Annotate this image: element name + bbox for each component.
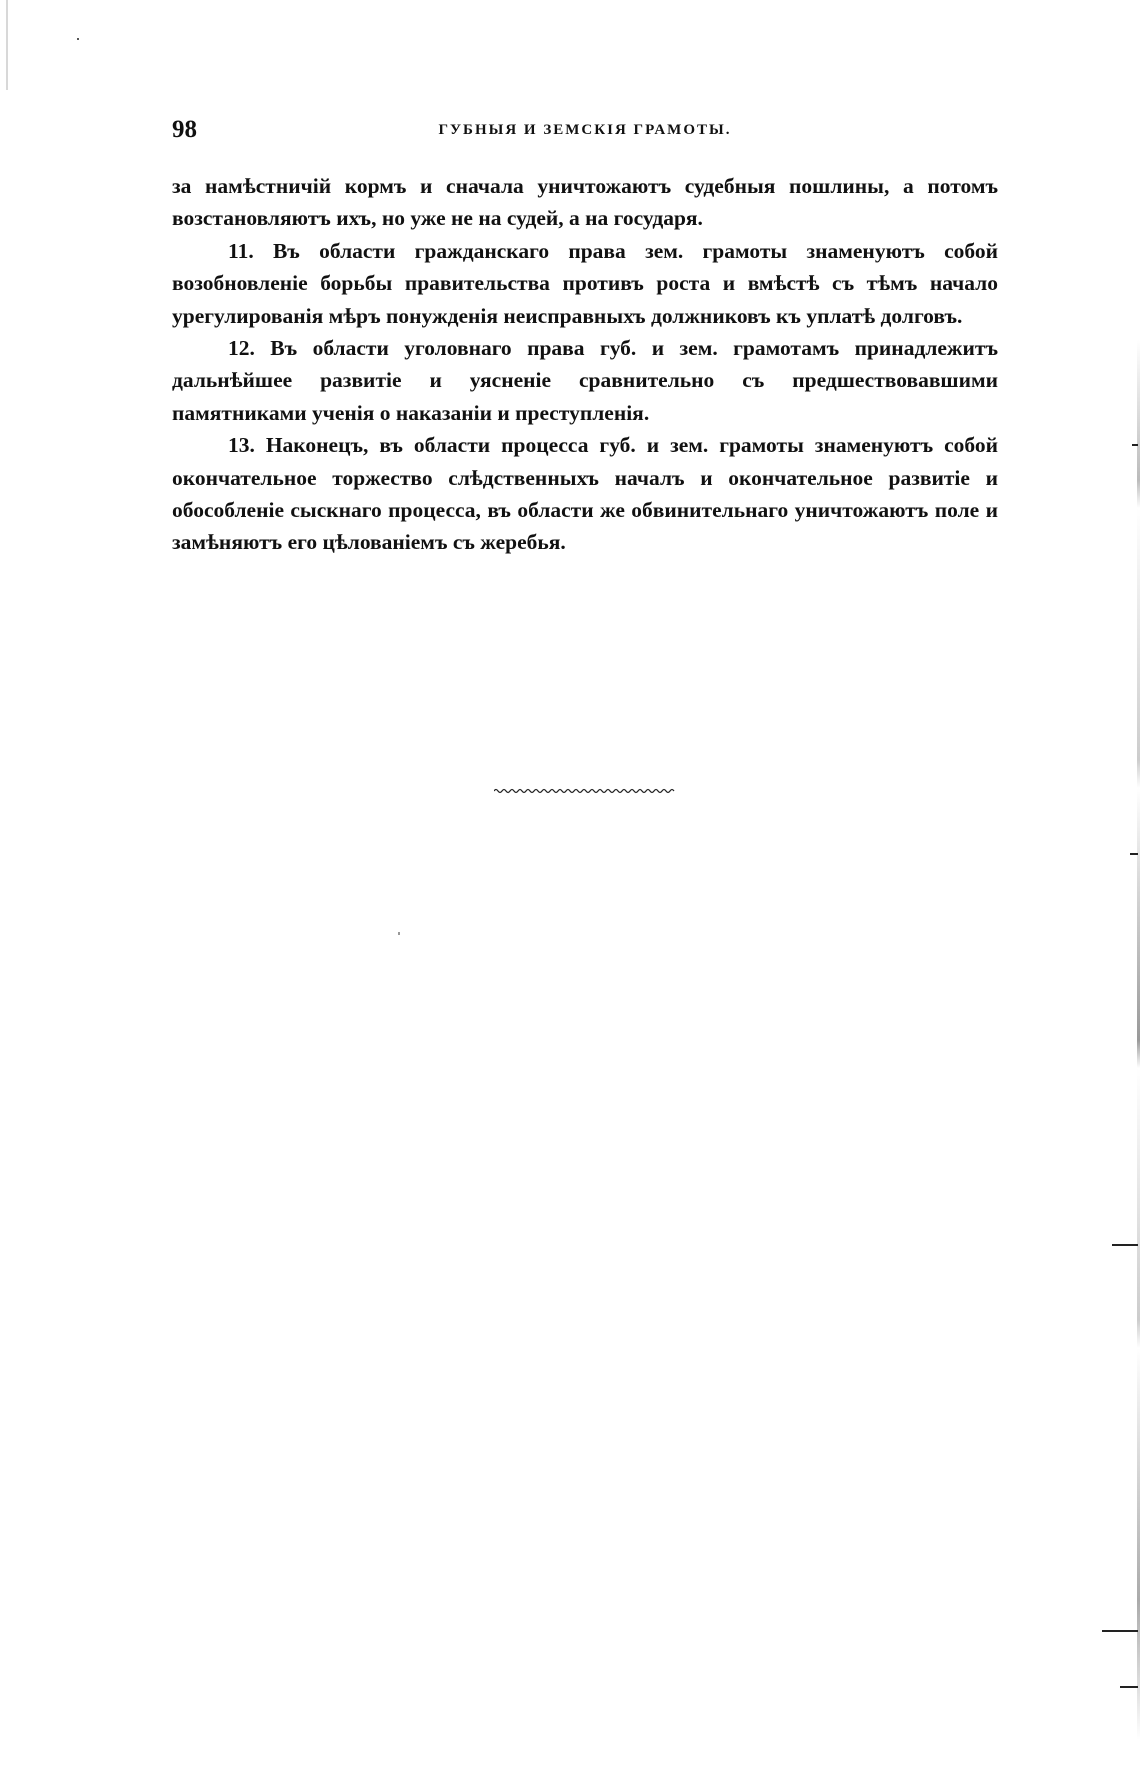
scan-mark — [1102, 1630, 1138, 1632]
paragraph-11: 11. Въ области гражданскаго права зем. грамоты знаменуютъ собой возобновленіе борьбы правительства противъ роста и вмѣстѣ съ тѣмъ начало урегулированія мѣръ понужденія неисправныхъ должниковъ къ уплатѣ долговъ. — [172, 238, 998, 328]
page-header — [172, 116, 998, 146]
scan-speck — [77, 38, 79, 40]
scan-speck — [398, 932, 400, 935]
scan-mark — [1120, 1686, 1138, 1688]
scan-mark — [1112, 1244, 1138, 1246]
page-number: 98 — [172, 116, 197, 143]
body-text — [172, 170, 998, 559]
paragraph-13: 13. Наконецъ, въ области процесса губ. и зем. грамоты знаменуютъ собой окончательное торжество слѣдственныхъ началъ и окончательное развитіе и обособленіе сыскнаго процесса, въ области же обвинительнаго уничтожаютъ поле и замѣняютъ его цѣлованіемъ съ жеребья. — [172, 433, 998, 555]
end-ornament — [494, 788, 676, 794]
scan-mark — [1132, 444, 1138, 446]
scan-mark — [1130, 853, 1138, 855]
running-title: ГУБНЫЯ И ЗЕМСКІЯ ГРАМОТЫ. — [438, 122, 732, 138]
paragraph-continuation: за намѣстничій кормъ и сначала уничтожаютъ судебныя пошлины, а потомъ возстановляютъ ихъ, но уже не на судей, а на государя. — [172, 174, 998, 231]
scan-edge-left — [6, 0, 8, 90]
paragraph-12: 12. Въ области уголовнаго права губ. и зем. грамотамъ принадлежитъ дальнѣйшее развитіе и уясненіе сравнительно съ предшествовавшими памятниками ученія о наказаніи и преступленія. — [172, 336, 998, 425]
